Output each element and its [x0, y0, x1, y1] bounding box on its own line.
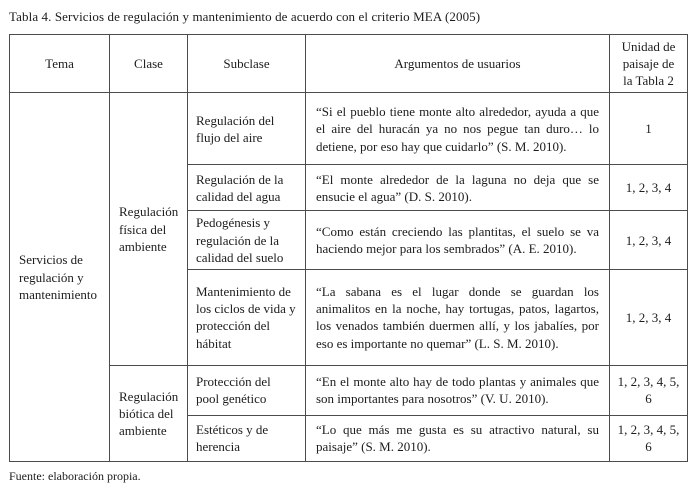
unidad-cell: 1: [610, 93, 688, 165]
clase-biotica-cell: Regulación biótica del ambiente: [110, 365, 188, 461]
argument-cell: “Si el pueblo tiene monte alto alrededor, ayuda a que el aire del huracán ya no nos pegue tan duro… lo detiene, por eso hay que cuidarlo” (S. M. 2010).: [306, 93, 610, 165]
table-row: [10, 365, 688, 415]
regulation-services-table: [9, 34, 688, 462]
unidad-cell: 1, 2, 3, 4, 5, 6: [610, 415, 688, 461]
header-unidad: Unidad de paisaje de la Tabla 2: [610, 35, 688, 93]
unidad-cell: 1, 2, 3, 4, 5, 6: [610, 365, 688, 415]
argument-cell: “La sabana es el lugar donde se guardan los animalitos en la noche, hay tortugas, patos, lagartos, los venados también duermen allí, y los jabalíes, por eso es importante no quemar” (L. S. M. 2010).: [306, 269, 610, 365]
document-page: [9, 9, 687, 484]
unidad-cell: 1, 2, 3, 4: [610, 269, 688, 365]
table-row: [10, 93, 688, 165]
header-row: [10, 35, 688, 93]
tema-cell: Servicios de regulación y mantenimiento: [10, 93, 110, 461]
table-caption: Tabla 4. Servicios de regulación y mantenimiento de acuerdo con el criterio MEA (2005): [9, 9, 481, 24]
argument-cell: “En el monte alto hay de todo plantas y animales que son importantes para nosotros” (V. U. 2010).: [306, 365, 610, 415]
source-note: Fuente: elaboración propia.: [9, 468, 141, 483]
argument-cell: “Como están creciendo las plantitas, el suelo se va haciendo mejor para los sembrados” (A. E. 2010).: [306, 211, 610, 269]
subclase-cell: Pedogénesis y regulación de la calidad del suelo: [188, 211, 306, 269]
header-argumentos: Argumentos de usuarios: [306, 35, 610, 93]
header-clase: Clase: [110, 35, 188, 93]
unidad-cell: 1, 2, 3, 4: [610, 165, 688, 211]
argument-cell: “Lo que más me gusta es su atractivo natural, su paisaje” (S. M. 2010).: [306, 415, 610, 461]
argument-cell: “El monte alrededor de la laguna no deja que se ensucie el agua” (D. S. 2010).: [306, 165, 610, 211]
header-subclase: Subclase: [188, 35, 306, 93]
subclase-cell: Regulación de la calidad del agua: [188, 165, 306, 211]
subclase-cell: Estéticos y de herencia: [188, 415, 306, 461]
subclase-cell: Protección del pool genético: [188, 365, 306, 415]
subclase-cell: Regulación del flujo del aire: [188, 93, 306, 165]
clase-fisica-cell: Regulación física del ambiente: [110, 93, 188, 365]
unidad-cell: 1, 2, 3, 4: [610, 211, 688, 269]
subclase-cell: Mantenimiento de los ciclos de vida y protección del hábitat: [188, 269, 306, 365]
header-tema: Tema: [10, 35, 110, 93]
